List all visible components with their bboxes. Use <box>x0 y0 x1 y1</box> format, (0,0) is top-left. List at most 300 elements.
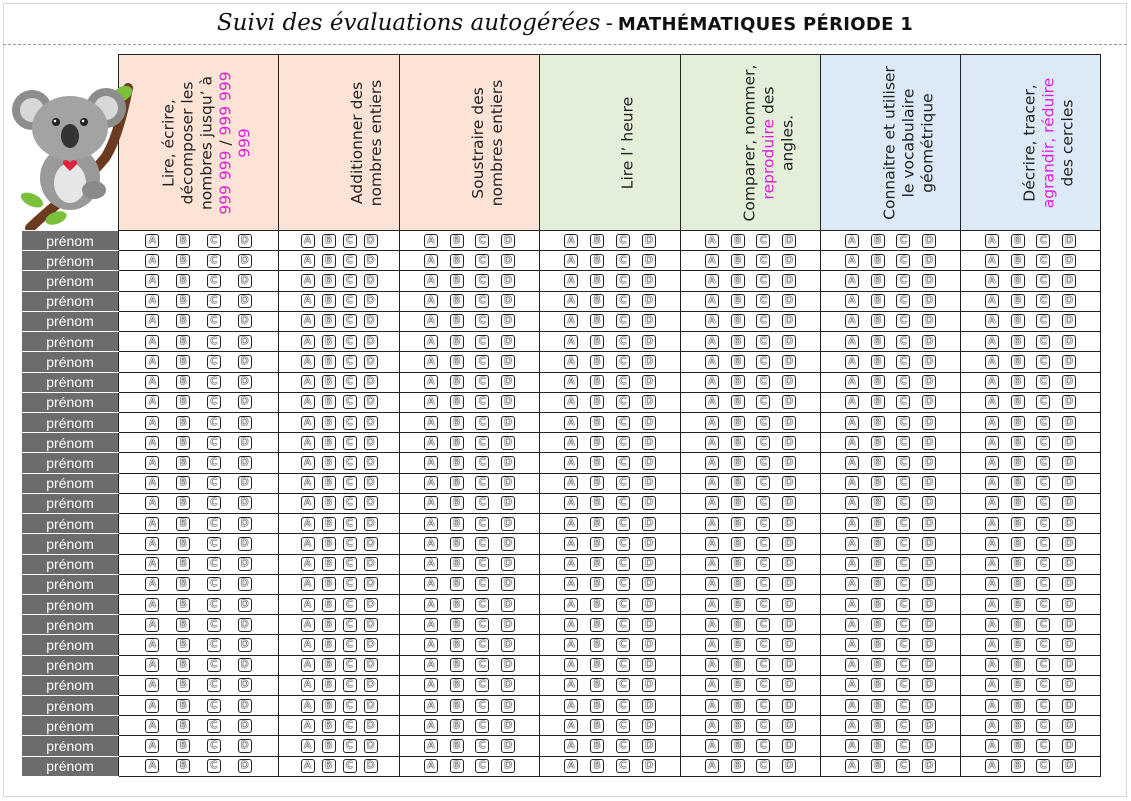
level-box-a[interactable]: A <box>424 476 438 490</box>
level-box-b[interactable]: B <box>871 335 885 349</box>
level-box-c[interactable]: C <box>1036 355 1050 369</box>
level-box-b[interactable]: B <box>590 719 604 733</box>
level-box-b[interactable]: B <box>590 658 604 672</box>
level-box-c[interactable]: C <box>896 577 910 591</box>
level-box-a[interactable]: A <box>985 314 999 328</box>
level-box-b[interactable]: B <box>322 719 336 733</box>
level-box-b[interactable]: B <box>450 456 464 470</box>
level-box-b[interactable]: B <box>322 375 336 389</box>
level-box-c[interactable]: C <box>343 254 357 268</box>
level-box-d[interactable]: D <box>642 638 656 652</box>
level-box-a[interactable]: A <box>705 476 719 490</box>
level-box-c[interactable]: C <box>756 375 770 389</box>
level-box-a[interactable]: A <box>301 658 315 672</box>
level-box-d[interactable]: D <box>1062 335 1076 349</box>
level-box-d[interactable]: D <box>238 517 252 531</box>
level-box-b[interactable]: B <box>1011 294 1025 308</box>
level-box-d[interactable]: D <box>238 638 252 652</box>
level-box-d[interactable]: D <box>922 638 936 652</box>
level-box-c[interactable]: C <box>1036 456 1050 470</box>
level-box-b[interactable]: B <box>590 254 604 268</box>
level-box-b[interactable]: B <box>1011 395 1025 409</box>
level-box-b[interactable]: B <box>871 638 885 652</box>
level-box-a[interactable]: A <box>705 638 719 652</box>
level-box-a[interactable]: A <box>301 254 315 268</box>
student-name[interactable]: prénom <box>22 534 119 554</box>
level-box-b[interactable]: B <box>871 719 885 733</box>
level-box-d[interactable]: D <box>364 719 378 733</box>
level-box-d[interactable]: D <box>238 294 252 308</box>
level-box-a[interactable]: A <box>564 254 578 268</box>
level-box-a[interactable]: A <box>985 699 999 713</box>
level-box-b[interactable]: B <box>871 254 885 268</box>
level-box-a[interactable]: A <box>985 416 999 430</box>
level-box-b[interactable]: B <box>731 395 745 409</box>
level-box-c[interactable]: C <box>616 436 630 450</box>
level-box-c[interactable]: C <box>1036 314 1050 328</box>
level-box-b[interactable]: B <box>871 274 885 288</box>
level-box-d[interactable]: D <box>238 739 252 753</box>
level-box-b[interactable]: B <box>176 314 190 328</box>
student-name[interactable]: prénom <box>22 433 119 453</box>
level-box-d[interactable]: D <box>922 375 936 389</box>
level-box-c[interactable]: C <box>756 699 770 713</box>
level-box-a[interactable]: A <box>424 678 438 692</box>
level-box-a[interactable]: A <box>705 416 719 430</box>
level-box-c[interactable]: C <box>207 395 221 409</box>
level-box-a[interactable]: A <box>301 436 315 450</box>
level-box-c[interactable]: C <box>756 517 770 531</box>
level-box-c[interactable]: C <box>1036 476 1050 490</box>
level-box-c[interactable]: C <box>616 274 630 288</box>
level-box-a[interactable]: A <box>424 395 438 409</box>
level-box-c[interactable]: C <box>896 294 910 308</box>
level-box-d[interactable]: D <box>238 678 252 692</box>
level-box-c[interactable]: C <box>1036 638 1050 652</box>
level-box-b[interactable]: B <box>322 577 336 591</box>
level-box-a[interactable]: A <box>705 254 719 268</box>
level-box-b[interactable]: B <box>731 678 745 692</box>
level-box-b[interactable]: B <box>176 395 190 409</box>
level-box-c[interactable]: C <box>756 638 770 652</box>
level-box-b[interactable]: B <box>450 355 464 369</box>
level-box-a[interactable]: A <box>424 335 438 349</box>
level-box-a[interactable]: A <box>424 355 438 369</box>
level-box-b[interactable]: B <box>450 294 464 308</box>
level-box-b[interactable]: B <box>176 436 190 450</box>
level-box-d[interactable]: D <box>238 355 252 369</box>
level-box-a[interactable]: A <box>845 719 859 733</box>
level-box-d[interactable]: D <box>922 335 936 349</box>
level-box-c[interactable]: C <box>616 456 630 470</box>
level-box-c[interactable]: C <box>343 577 357 591</box>
level-box-d[interactable]: D <box>642 476 656 490</box>
level-box-b[interactable]: B <box>1011 759 1025 773</box>
level-box-d[interactable]: D <box>922 678 936 692</box>
level-box-a[interactable]: A <box>424 496 438 510</box>
level-box-d[interactable]: D <box>922 476 936 490</box>
level-box-d[interactable]: D <box>238 375 252 389</box>
level-box-c[interactable]: C <box>475 395 489 409</box>
level-box-c[interactable]: C <box>616 678 630 692</box>
level-box-b[interactable]: B <box>590 517 604 531</box>
level-box-d[interactable]: D <box>782 678 796 692</box>
level-box-c[interactable]: C <box>207 476 221 490</box>
level-box-a[interactable]: A <box>845 436 859 450</box>
level-box-a[interactable]: A <box>845 517 859 531</box>
level-box-b[interactable]: B <box>871 375 885 389</box>
level-box-b[interactable]: B <box>176 456 190 470</box>
level-box-c[interactable]: C <box>475 719 489 733</box>
student-name[interactable]: prénom <box>22 453 119 473</box>
level-box-a[interactable]: A <box>845 476 859 490</box>
level-box-a[interactable]: A <box>845 496 859 510</box>
level-box-c[interactable]: C <box>616 496 630 510</box>
level-box-d[interactable]: D <box>364 436 378 450</box>
level-box-c[interactable]: C <box>896 719 910 733</box>
level-box-a[interactable]: A <box>985 496 999 510</box>
level-box-a[interactable]: A <box>985 719 999 733</box>
level-box-c[interactable]: C <box>756 577 770 591</box>
student-name[interactable]: prénom <box>22 311 119 331</box>
level-box-c[interactable]: C <box>207 719 221 733</box>
level-box-a[interactable]: A <box>301 719 315 733</box>
level-box-a[interactable]: A <box>705 598 719 612</box>
level-box-c[interactable]: C <box>1036 254 1050 268</box>
level-box-b[interactable]: B <box>450 537 464 551</box>
student-name[interactable]: prénom <box>22 716 119 736</box>
level-box-c[interactable]: C <box>475 537 489 551</box>
level-box-b[interactable]: B <box>1011 638 1025 652</box>
level-box-b[interactable]: B <box>871 517 885 531</box>
level-box-a[interactable]: A <box>145 739 159 753</box>
level-box-d[interactable]: D <box>642 294 656 308</box>
level-box-d[interactable]: D <box>1062 375 1076 389</box>
level-box-a[interactable]: A <box>985 335 999 349</box>
level-box-b[interactable]: B <box>322 416 336 430</box>
level-box-d[interactable]: D <box>501 557 515 571</box>
level-box-b[interactable]: B <box>450 759 464 773</box>
level-box-a[interactable]: A <box>985 759 999 773</box>
level-box-a[interactable]: A <box>301 699 315 713</box>
level-box-d[interactable]: D <box>364 294 378 308</box>
level-box-c[interactable]: C <box>616 234 630 248</box>
level-box-a[interactable]: A <box>705 294 719 308</box>
level-box-c[interactable]: C <box>1036 416 1050 430</box>
level-box-c[interactable]: C <box>756 355 770 369</box>
level-box-b[interactable]: B <box>590 759 604 773</box>
level-box-b[interactable]: B <box>871 618 885 632</box>
level-box-a[interactable]: A <box>564 395 578 409</box>
level-box-c[interactable]: C <box>756 436 770 450</box>
level-box-a[interactable]: A <box>145 537 159 551</box>
level-box-d[interactable]: D <box>922 234 936 248</box>
level-box-a[interactable]: A <box>845 395 859 409</box>
level-box-a[interactable]: A <box>845 234 859 248</box>
level-box-a[interactable]: A <box>145 759 159 773</box>
level-box-a[interactable]: A <box>301 638 315 652</box>
level-box-c[interactable]: C <box>1036 658 1050 672</box>
level-box-b[interactable]: B <box>176 618 190 632</box>
level-box-c[interactable]: C <box>616 355 630 369</box>
level-box-a[interactable]: A <box>145 476 159 490</box>
level-box-d[interactable]: D <box>501 699 515 713</box>
level-box-a[interactable]: A <box>301 496 315 510</box>
level-box-b[interactable]: B <box>322 618 336 632</box>
level-box-d[interactable]: D <box>642 719 656 733</box>
level-box-c[interactable]: C <box>207 335 221 349</box>
level-box-b[interactable]: B <box>731 658 745 672</box>
level-box-c[interactable]: C <box>616 476 630 490</box>
level-box-d[interactable]: D <box>364 456 378 470</box>
level-box-d[interactable]: D <box>1062 739 1076 753</box>
level-box-a[interactable]: A <box>145 496 159 510</box>
level-box-b[interactable]: B <box>1011 557 1025 571</box>
level-box-a[interactable]: A <box>564 517 578 531</box>
level-box-a[interactable]: A <box>301 476 315 490</box>
level-box-b[interactable]: B <box>731 314 745 328</box>
level-box-b[interactable]: B <box>590 496 604 510</box>
level-box-d[interactable]: D <box>642 678 656 692</box>
level-box-b[interactable]: B <box>1011 456 1025 470</box>
level-box-c[interactable]: C <box>207 517 221 531</box>
level-box-a[interactable]: A <box>845 375 859 389</box>
level-box-b[interactable]: B <box>1011 699 1025 713</box>
level-box-b[interactable]: B <box>731 598 745 612</box>
level-box-c[interactable]: C <box>207 254 221 268</box>
level-box-d[interactable]: D <box>922 759 936 773</box>
level-box-a[interactable]: A <box>564 759 578 773</box>
level-box-a[interactable]: A <box>301 395 315 409</box>
level-box-b[interactable]: B <box>731 537 745 551</box>
level-box-a[interactable]: A <box>564 234 578 248</box>
level-box-a[interactable]: A <box>301 375 315 389</box>
level-box-c[interactable]: C <box>616 395 630 409</box>
level-box-a[interactable]: A <box>424 294 438 308</box>
level-box-d[interactable]: D <box>501 456 515 470</box>
level-box-c[interactable]: C <box>343 234 357 248</box>
level-box-a[interactable]: A <box>845 294 859 308</box>
level-box-c[interactable]: C <box>756 658 770 672</box>
level-box-a[interactable]: A <box>705 456 719 470</box>
level-box-b[interactable]: B <box>176 274 190 288</box>
level-box-b[interactable]: B <box>450 719 464 733</box>
level-box-d[interactable]: D <box>782 314 796 328</box>
level-box-b[interactable]: B <box>871 739 885 753</box>
level-box-d[interactable]: D <box>1062 759 1076 773</box>
level-box-d[interactable]: D <box>922 456 936 470</box>
level-box-d[interactable]: D <box>922 355 936 369</box>
level-box-a[interactable]: A <box>301 618 315 632</box>
level-box-b[interactable]: B <box>1011 375 1025 389</box>
level-box-c[interactable]: C <box>756 314 770 328</box>
level-box-a[interactable]: A <box>564 719 578 733</box>
level-box-c[interactable]: C <box>1036 577 1050 591</box>
level-box-d[interactable]: D <box>1062 274 1076 288</box>
level-box-b[interactable]: B <box>590 557 604 571</box>
level-box-b[interactable]: B <box>176 759 190 773</box>
level-box-c[interactable]: C <box>616 759 630 773</box>
level-box-d[interactable]: D <box>364 355 378 369</box>
level-box-b[interactable]: B <box>322 355 336 369</box>
level-box-c[interactable]: C <box>896 274 910 288</box>
level-box-b[interactable]: B <box>1011 335 1025 349</box>
student-name[interactable]: prénom <box>22 514 119 534</box>
level-box-d[interactable]: D <box>364 416 378 430</box>
level-box-a[interactable]: A <box>845 416 859 430</box>
level-box-b[interactable]: B <box>322 557 336 571</box>
level-box-b[interactable]: B <box>871 678 885 692</box>
student-name[interactable]: prénom <box>22 231 119 251</box>
level-box-d[interactable]: D <box>364 699 378 713</box>
level-box-d[interactable]: D <box>642 335 656 349</box>
level-box-a[interactable]: A <box>301 456 315 470</box>
level-box-a[interactable]: A <box>301 598 315 612</box>
level-box-b[interactable]: B <box>322 517 336 531</box>
level-box-d[interactable]: D <box>501 658 515 672</box>
level-box-b[interactable]: B <box>590 739 604 753</box>
level-box-c[interactable]: C <box>475 234 489 248</box>
level-box-a[interactable]: A <box>145 456 159 470</box>
level-box-d[interactable]: D <box>501 739 515 753</box>
level-box-b[interactable]: B <box>871 456 885 470</box>
level-box-a[interactable]: A <box>145 557 159 571</box>
level-box-a[interactable]: A <box>424 254 438 268</box>
level-box-c[interactable]: C <box>343 314 357 328</box>
level-box-c[interactable]: C <box>756 234 770 248</box>
level-box-b[interactable]: B <box>450 234 464 248</box>
level-box-c[interactable]: C <box>756 416 770 430</box>
student-name[interactable]: prénom <box>22 635 119 655</box>
level-box-b[interactable]: B <box>1011 436 1025 450</box>
level-box-c[interactable]: C <box>475 496 489 510</box>
level-box-a[interactable]: A <box>145 577 159 591</box>
level-box-a[interactable]: A <box>705 395 719 409</box>
student-name[interactable]: prénom <box>22 291 119 311</box>
level-box-b[interactable]: B <box>322 314 336 328</box>
level-box-d[interactable]: D <box>922 598 936 612</box>
level-box-b[interactable]: B <box>322 678 336 692</box>
level-box-b[interactable]: B <box>450 618 464 632</box>
level-box-b[interactable]: B <box>1011 496 1025 510</box>
student-name[interactable]: prénom <box>22 392 119 412</box>
level-box-b[interactable]: B <box>871 355 885 369</box>
level-box-b[interactable]: B <box>590 395 604 409</box>
level-box-c[interactable]: C <box>896 476 910 490</box>
level-box-c[interactable]: C <box>1036 375 1050 389</box>
level-box-d[interactable]: D <box>782 537 796 551</box>
level-box-c[interactable]: C <box>207 355 221 369</box>
level-box-b[interactable]: B <box>590 234 604 248</box>
level-box-a[interactable]: A <box>985 517 999 531</box>
level-box-a[interactable]: A <box>145 638 159 652</box>
level-box-a[interactable]: A <box>985 618 999 632</box>
level-box-a[interactable]: A <box>845 678 859 692</box>
level-box-c[interactable]: C <box>756 759 770 773</box>
level-box-d[interactable]: D <box>1062 537 1076 551</box>
level-box-b[interactable]: B <box>450 517 464 531</box>
level-box-a[interactable]: A <box>705 335 719 349</box>
level-box-c[interactable]: C <box>1036 517 1050 531</box>
level-box-b[interactable]: B <box>450 416 464 430</box>
level-box-b[interactable]: B <box>731 557 745 571</box>
level-box-c[interactable]: C <box>616 598 630 612</box>
level-box-a[interactable]: A <box>985 436 999 450</box>
level-box-d[interactable]: D <box>782 456 796 470</box>
level-box-c[interactable]: C <box>475 618 489 632</box>
level-box-b[interactable]: B <box>871 598 885 612</box>
level-box-a[interactable]: A <box>705 577 719 591</box>
level-box-d[interactable]: D <box>1062 395 1076 409</box>
level-box-b[interactable]: B <box>322 476 336 490</box>
level-box-b[interactable]: B <box>590 375 604 389</box>
level-box-a[interactable]: A <box>145 699 159 713</box>
level-box-d[interactable]: D <box>782 517 796 531</box>
level-box-d[interactable]: D <box>364 598 378 612</box>
level-box-b[interactable]: B <box>450 274 464 288</box>
level-box-d[interactable]: D <box>1062 699 1076 713</box>
level-box-a[interactable]: A <box>145 375 159 389</box>
student-name[interactable]: prénom <box>22 655 119 675</box>
level-box-a[interactable]: A <box>985 456 999 470</box>
level-box-c[interactable]: C <box>343 416 357 430</box>
level-box-a[interactable]: A <box>564 658 578 672</box>
level-box-c[interactable]: C <box>207 416 221 430</box>
level-box-c[interactable]: C <box>343 598 357 612</box>
level-box-b[interactable]: B <box>322 254 336 268</box>
level-box-b[interactable]: B <box>590 436 604 450</box>
level-box-b[interactable]: B <box>871 294 885 308</box>
level-box-c[interactable]: C <box>616 517 630 531</box>
level-box-b[interactable]: B <box>1011 598 1025 612</box>
level-box-c[interactable]: C <box>343 658 357 672</box>
level-box-d[interactable]: D <box>1062 416 1076 430</box>
level-box-a[interactable]: A <box>424 618 438 632</box>
level-box-a[interactable]: A <box>564 678 578 692</box>
level-box-a[interactable]: A <box>845 355 859 369</box>
level-box-b[interactable]: B <box>322 759 336 773</box>
level-box-a[interactable]: A <box>985 234 999 248</box>
level-box-c[interactable]: C <box>616 416 630 430</box>
level-box-d[interactable]: D <box>782 496 796 510</box>
level-box-a[interactable]: A <box>985 537 999 551</box>
level-box-d[interactable]: D <box>238 335 252 349</box>
level-box-d[interactable]: D <box>642 658 656 672</box>
level-box-b[interactable]: B <box>176 335 190 349</box>
level-box-d[interactable]: D <box>364 537 378 551</box>
level-box-d[interactable]: D <box>501 618 515 632</box>
level-box-b[interactable]: B <box>176 678 190 692</box>
level-box-a[interactable]: A <box>705 355 719 369</box>
level-box-a[interactable]: A <box>424 577 438 591</box>
level-box-a[interactable]: A <box>564 739 578 753</box>
level-box-d[interactable]: D <box>501 274 515 288</box>
level-box-d[interactable]: D <box>238 759 252 773</box>
level-box-b[interactable]: B <box>731 375 745 389</box>
level-box-d[interactable]: D <box>238 274 252 288</box>
level-box-c[interactable]: C <box>343 759 357 773</box>
level-box-d[interactable]: D <box>782 274 796 288</box>
level-box-a[interactable]: A <box>301 294 315 308</box>
level-box-d[interactable]: D <box>782 476 796 490</box>
level-box-b[interactable]: B <box>1011 618 1025 632</box>
level-box-b[interactable]: B <box>1011 476 1025 490</box>
level-box-a[interactable]: A <box>145 416 159 430</box>
level-box-c[interactable]: C <box>896 598 910 612</box>
level-box-c[interactable]: C <box>207 496 221 510</box>
level-box-d[interactable]: D <box>238 598 252 612</box>
level-box-d[interactable]: D <box>501 759 515 773</box>
